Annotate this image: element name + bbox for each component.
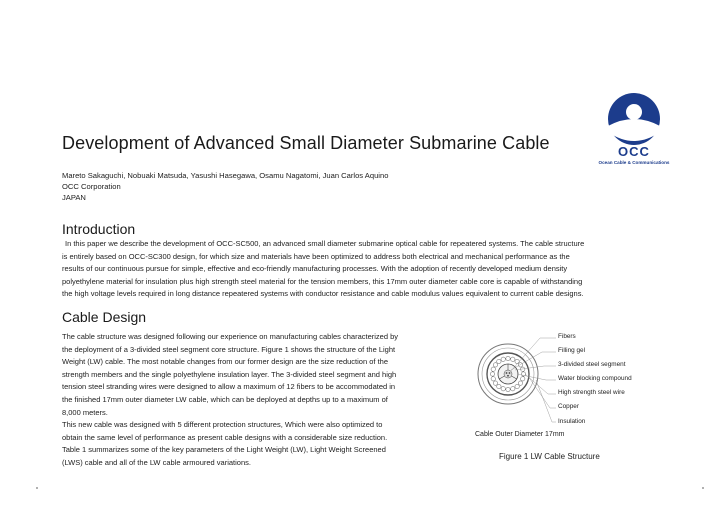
steel-wire-mark: [490, 372, 494, 376]
cable-line: the finished 17mm outer diameter LW cable, which can be deployed at depths up to a maximum of: [62, 394, 388, 404]
cable-line: The cable structure was designed following our experience on manufacturing cables characterized by: [62, 332, 399, 341]
label-water-blocking: Water blocking compound: [558, 375, 632, 382]
steel-wire-mark: [497, 359, 501, 363]
steel-wire-mark: [493, 363, 497, 367]
steel-wire-mark: [501, 387, 505, 391]
cable-cross-section-diagram: [470, 330, 715, 440]
cable-line: the deployment of a 3-divided steel segment core structure. Figure 1 shows the structure of the Light: [62, 344, 396, 354]
label-insulation: Insulation: [558, 418, 586, 425]
steel-wire-mark: [521, 377, 525, 381]
authors: Mareto Sakaguchi, Nobuaki Matsuda, Yasushi Hasegawa, Osamu Nagatomi, Juan Carlos Aquino: [62, 171, 389, 180]
cable-line: Table 1 summarizes some of the key parameters of the Light Weight (LW), Light Weight Screened: [62, 445, 386, 455]
steel-wire-mark: [497, 384, 501, 388]
page-mark: [36, 487, 38, 489]
introduction-heading: Introduction: [62, 221, 136, 237]
label-steel-segment: 3-divided steel segment: [558, 361, 626, 368]
steel-wire-mark: [506, 387, 510, 391]
cable-line: obtain the same level of performance as present cable designs with a considerable size reduction.: [62, 432, 388, 442]
organization: OCC Corporation: [62, 182, 121, 191]
logo-subtitle: Ocean Cable & Communications: [598, 160, 670, 165]
intro-line: polyethylene material for insulation plus high strength steel material for the tension members, this 17mm outer diameter cable core is capable of withstanding: [62, 276, 583, 286]
label-fibers: Fibers: [558, 333, 576, 340]
steel-wire-mark: [515, 384, 519, 388]
cable-diameter-caption: Cable Outer Diameter 17mm: [475, 431, 565, 438]
steel-wire-mark: [511, 387, 515, 391]
label-filling-gel: Filling gel: [558, 347, 585, 354]
label-copper: Copper: [558, 403, 579, 410]
steel-wire-mark: [518, 381, 522, 385]
cable-line: (LWS) cable and all of the LW cable armoured variations.: [62, 457, 251, 467]
steel-wire-mark: [515, 359, 519, 363]
introduction-body: [62, 238, 662, 301]
steel-wire-mark: [493, 381, 497, 385]
intro-line: is entirely based on OCC-SC300 design, for which size and materials have been optimized to address both electrical and mechanical performance as the: [62, 251, 570, 261]
steel-wire-mark: [501, 357, 505, 361]
cable-line: Weight (LW) cable. The most notable changes from our former design are the size reduction of the: [62, 357, 388, 367]
label-steel-wire: High strength steel wire: [558, 389, 625, 396]
figure-caption: Figure 1 LW Cable Structure: [499, 452, 600, 461]
steel-wire-mark: [506, 356, 510, 360]
steel-wire-mark: [491, 367, 495, 371]
country: JAPAN: [62, 193, 86, 202]
cable-line: 8,000 meters.: [62, 407, 108, 417]
steel-wire-mark: [491, 377, 495, 381]
intro-line: results of our continuous pursue for simple, effective and eco-friendly manufacturing processes. With the adoption of recently developed medium density: [62, 264, 568, 274]
intro-line: In this paper we describe the development of OCC-SC500, an advanced small diameter submarine optical cable for repeatered systems. The cable structure: [65, 239, 585, 248]
cable-line: This new cable was designed with 5 different protection structures, Which were also optimized to: [62, 420, 383, 430]
cable-design-body: [62, 331, 462, 470]
paper-title: Development of Advanced Small Diameter Submarine Cable: [62, 133, 550, 153]
cable-line: tension steel stranding wires were designed to allow a maximum of 12 fibers to be accommodated in: [62, 382, 396, 392]
logo-text: OCC: [618, 144, 650, 159]
page-mark: [702, 487, 704, 489]
intro-line: the high voltage levels required in long distance repeatered systems with conductor resistance and cable modulus values equivalent to current cable designs.: [62, 289, 584, 299]
cable-line: strength members and the single polyethylene insulation layer. The 3-divided steel segment and high: [62, 369, 397, 379]
steel-wire-mark: [511, 357, 515, 361]
cable-design-heading: Cable Design: [62, 309, 147, 325]
